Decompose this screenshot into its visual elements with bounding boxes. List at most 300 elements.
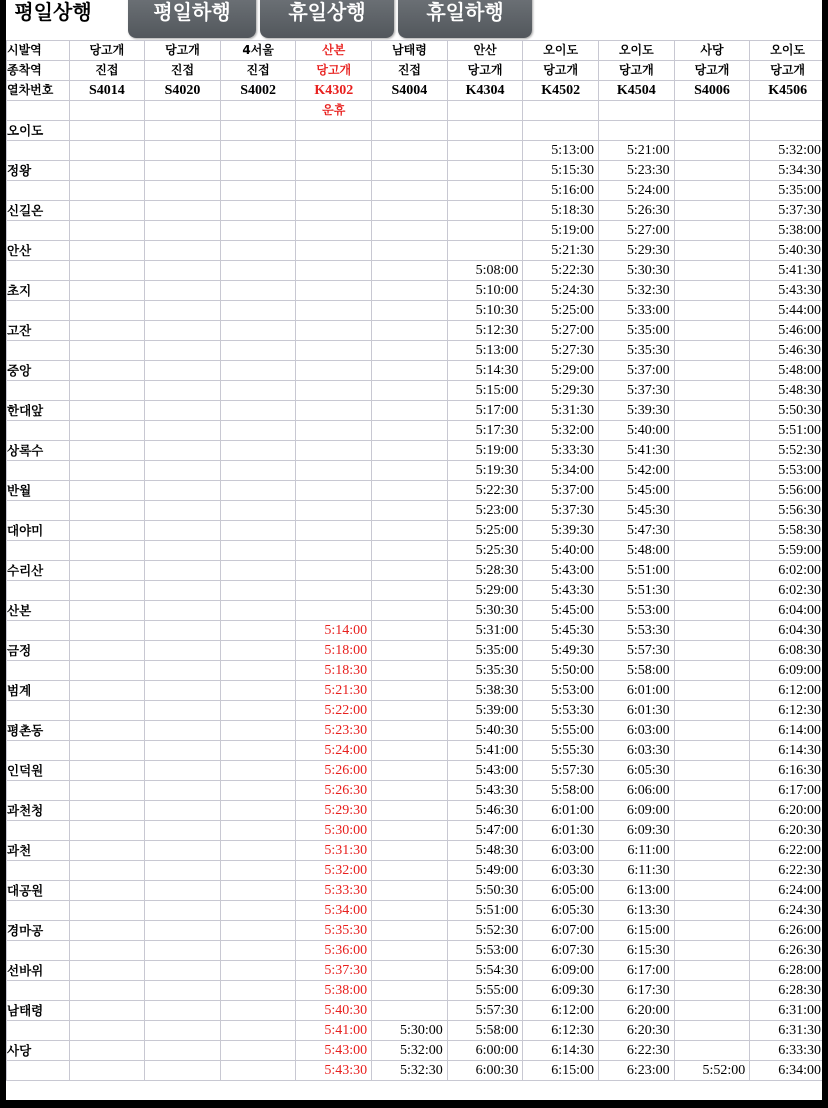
time-cell: 5:37:00 (599, 361, 675, 381)
time-cell (372, 581, 448, 601)
station-cell (7, 741, 70, 761)
time-cell (69, 261, 145, 281)
time-cell: 5:31:30 (523, 401, 599, 421)
table-row (7, 941, 823, 961)
time-cell: 6:09:30 (523, 981, 599, 1001)
time-cell: 5:29:30 (296, 801, 372, 821)
header-cell: S4014 (69, 81, 145, 101)
time-cell (145, 861, 221, 881)
tab-weekday-up[interactable] (6, 0, 114, 38)
time-cell: 6:09:00 (523, 961, 599, 981)
table-row (7, 521, 823, 541)
station-cell: 반월 (7, 481, 70, 501)
table-row (7, 801, 823, 821)
header-cell (220, 101, 296, 121)
time-cell: 5:30:30 (599, 261, 675, 281)
time-cell: 5:40:00 (523, 541, 599, 561)
header-cell: 남태령 (372, 41, 448, 61)
time-cell: 6:05:30 (523, 901, 599, 921)
time-cell (145, 581, 221, 601)
header-cell: K4506 (750, 81, 822, 101)
tab-label: 휴일하행 (426, 0, 504, 24)
time-cell (145, 1061, 221, 1081)
time-cell: 5:43:00 (523, 561, 599, 581)
time-cell (372, 161, 448, 181)
time-cell (220, 341, 296, 361)
header-row (7, 41, 823, 61)
time-cell (145, 541, 221, 561)
time-cell: 5:46:30 (447, 801, 523, 821)
time-cell (674, 141, 750, 161)
time-cell (220, 461, 296, 481)
time-cell: 6:05:00 (523, 881, 599, 901)
time-cell: 6:16:30 (750, 761, 822, 781)
time-cell: 5:40:30 (447, 721, 523, 741)
time-cell (674, 841, 750, 861)
table-row (7, 921, 823, 941)
time-cell (145, 341, 221, 361)
time-cell (145, 601, 221, 621)
time-cell: 6:00:00 (447, 1041, 523, 1061)
table-row (7, 701, 823, 721)
header-cell (372, 101, 448, 121)
time-cell (145, 261, 221, 281)
time-cell: 5:13:00 (523, 141, 599, 161)
time-cell (674, 941, 750, 961)
time-cell (145, 521, 221, 541)
time-cell: 5:35:00 (447, 641, 523, 661)
time-cell: 5:35:00 (599, 321, 675, 341)
time-cell (220, 1041, 296, 1061)
header-cell: 당고개 (750, 61, 822, 81)
header-cell: 사당 (674, 41, 750, 61)
time-cell: 5:18:30 (523, 201, 599, 221)
time-cell (674, 501, 750, 521)
station-cell (7, 261, 70, 281)
time-cell (447, 241, 523, 261)
time-cell (674, 381, 750, 401)
time-cell (674, 581, 750, 601)
time-cell: 5:32:00 (372, 1041, 448, 1061)
time-cell (145, 221, 221, 241)
time-cell (674, 321, 750, 341)
time-cell (69, 401, 145, 421)
time-cell: 5:40:30 (750, 241, 822, 261)
time-cell (372, 821, 448, 841)
time-cell: 5:17:30 (447, 421, 523, 441)
station-cell: 대야미 (7, 521, 70, 541)
time-cell (296, 281, 372, 301)
time-cell: 5:29:00 (447, 581, 523, 601)
time-cell (372, 941, 448, 961)
time-cell (220, 641, 296, 661)
time-cell (69, 561, 145, 581)
table-row (7, 581, 823, 601)
timetable-body (7, 41, 823, 1081)
tab-weekday-down[interactable] (128, 0, 256, 38)
tab-holiday-up[interactable] (260, 0, 394, 38)
time-cell: 5:57:30 (523, 761, 599, 781)
time-cell (674, 461, 750, 481)
time-cell (372, 801, 448, 821)
time-cell: 6:02:00 (750, 561, 822, 581)
time-cell: 6:01:30 (523, 821, 599, 841)
time-cell (220, 761, 296, 781)
time-cell (372, 681, 448, 701)
time-cell (447, 221, 523, 241)
time-cell (372, 221, 448, 241)
station-cell: 정왕 (7, 161, 70, 181)
time-cell: 5:43:00 (447, 761, 523, 781)
time-cell (674, 641, 750, 661)
time-cell (69, 181, 145, 201)
header-cell: K4302 (296, 81, 372, 101)
time-cell: 5:37:30 (750, 201, 822, 221)
time-cell: 5:53:00 (599, 601, 675, 621)
time-cell: 6:09:00 (750, 661, 822, 681)
station-cell: 사당 (7, 1041, 70, 1061)
time-cell (69, 1001, 145, 1021)
station-cell (7, 301, 70, 321)
table-row (7, 781, 823, 801)
time-cell (69, 501, 145, 521)
time-cell (372, 241, 448, 261)
time-cell (145, 441, 221, 461)
time-cell (69, 901, 145, 921)
time-cell (372, 181, 448, 201)
time-cell: 5:27:00 (523, 321, 599, 341)
time-cell (220, 881, 296, 901)
time-cell: 5:26:30 (599, 201, 675, 221)
table-row (7, 241, 823, 261)
header-cell (750, 101, 822, 121)
time-cell: 6:20:30 (750, 821, 822, 841)
time-cell (145, 481, 221, 501)
time-cell: 6:17:30 (599, 981, 675, 1001)
time-cell (69, 301, 145, 321)
header-cell: 오이도 (750, 41, 822, 61)
time-cell: 5:31:30 (296, 841, 372, 861)
time-cell (372, 141, 448, 161)
time-cell: 6:24:30 (750, 901, 822, 921)
time-cell: 5:26:30 (296, 781, 372, 801)
time-cell: 6:28:00 (750, 961, 822, 981)
header-cell (145, 101, 221, 121)
time-cell (69, 801, 145, 821)
time-cell: 6:09:00 (599, 801, 675, 821)
header-cell: 진접 (69, 61, 145, 81)
header-cell: 당고개 (523, 61, 599, 81)
time-cell: 5:32:30 (599, 281, 675, 301)
time-cell: 5:16:00 (523, 181, 599, 201)
time-cell (145, 561, 221, 581)
time-cell: 6:11:00 (599, 841, 675, 861)
station-cell (7, 701, 70, 721)
time-cell (296, 441, 372, 461)
time-cell (220, 841, 296, 861)
time-cell (145, 621, 221, 641)
station-cell: 오이도 (7, 121, 70, 141)
time-cell (69, 341, 145, 361)
time-cell: 5:38:00 (296, 981, 372, 1001)
time-cell (296, 221, 372, 241)
time-cell (296, 321, 372, 341)
time-cell: 5:55:30 (523, 741, 599, 761)
time-cell (674, 221, 750, 241)
station-cell (7, 661, 70, 681)
time-cell (69, 441, 145, 461)
time-cell (145, 701, 221, 721)
time-cell: 6:34:00 (750, 1061, 822, 1081)
time-cell (599, 121, 675, 141)
time-cell (69, 221, 145, 241)
time-cell: 6:20:00 (750, 801, 822, 821)
time-cell (674, 521, 750, 541)
time-cell: 5:14:30 (447, 361, 523, 381)
time-cell (447, 141, 523, 161)
tab-label: 평일하행 (153, 0, 231, 24)
station-cell (7, 621, 70, 641)
time-cell: 6:13:00 (599, 881, 675, 901)
time-cell (296, 421, 372, 441)
time-cell (372, 381, 448, 401)
time-cell: 5:43:30 (447, 781, 523, 801)
time-cell (674, 1041, 750, 1061)
time-cell: 5:19:00 (523, 221, 599, 241)
time-cell: 6:23:00 (599, 1061, 675, 1081)
time-cell (674, 621, 750, 641)
time-cell (372, 321, 448, 341)
time-cell (69, 881, 145, 901)
time-cell: 5:58:30 (750, 521, 822, 541)
time-cell: 5:14:00 (296, 621, 372, 641)
time-cell (296, 541, 372, 561)
time-cell (220, 281, 296, 301)
table-row (7, 1041, 823, 1061)
station-cell (7, 861, 70, 881)
time-cell (220, 721, 296, 741)
time-cell (145, 981, 221, 1001)
time-cell (674, 661, 750, 681)
time-cell (69, 361, 145, 381)
time-cell (674, 301, 750, 321)
station-cell: 평촌동 (7, 721, 70, 741)
station-cell: 인덕원 (7, 761, 70, 781)
station-cell (7, 541, 70, 561)
table-row (7, 381, 823, 401)
time-cell: 5:21:00 (599, 141, 675, 161)
time-cell (69, 581, 145, 601)
header-cell: 4서울 (220, 41, 296, 61)
time-cell: 6:08:30 (750, 641, 822, 661)
header-cell: 오이도 (523, 41, 599, 61)
station-cell: 금정 (7, 641, 70, 661)
time-cell (220, 621, 296, 641)
time-cell: 5:36:00 (296, 941, 372, 961)
time-cell: 5:46:00 (750, 321, 822, 341)
time-cell (69, 481, 145, 501)
time-cell: 5:44:00 (750, 301, 822, 321)
time-cell: 5:24:00 (599, 181, 675, 201)
time-cell: 5:45:30 (599, 501, 675, 521)
table-row (7, 121, 823, 141)
time-cell: 5:48:30 (750, 381, 822, 401)
time-cell: 5:56:00 (750, 481, 822, 501)
time-cell (69, 741, 145, 761)
time-cell (145, 281, 221, 301)
table-row (7, 181, 823, 201)
table-row (7, 501, 823, 521)
time-cell: 5:38:00 (750, 221, 822, 241)
table-row (7, 1061, 823, 1081)
time-cell: 6:20:00 (599, 1001, 675, 1021)
time-cell (372, 461, 448, 481)
time-cell (372, 261, 448, 281)
time-cell: 5:55:00 (523, 721, 599, 741)
header-label-cell: 종착역 (7, 61, 70, 81)
header-cell: 오이도 (599, 41, 675, 61)
time-cell (372, 721, 448, 741)
station-cell: 중앙 (7, 361, 70, 381)
time-cell: 5:12:30 (447, 321, 523, 341)
time-cell: 5:23:30 (296, 721, 372, 741)
time-cell (674, 181, 750, 201)
time-cell: 5:55:00 (447, 981, 523, 1001)
time-cell: 5:30:00 (296, 821, 372, 841)
time-cell (296, 241, 372, 261)
header-cell: 당고개 (296, 61, 372, 81)
time-cell: 5:33:30 (523, 441, 599, 461)
time-cell (220, 121, 296, 141)
time-cell: 5:21:30 (523, 241, 599, 261)
time-cell (220, 961, 296, 981)
time-cell: 5:41:30 (750, 261, 822, 281)
time-cell: 5:51:00 (750, 421, 822, 441)
time-cell (674, 561, 750, 581)
time-cell (145, 821, 221, 841)
time-cell: 5:41:30 (599, 441, 675, 461)
time-cell (372, 601, 448, 621)
time-cell: 5:39:00 (447, 701, 523, 721)
tab-holiday-down[interactable] (398, 0, 532, 38)
header-cell (599, 101, 675, 121)
time-cell: 5:28:30 (447, 561, 523, 581)
time-cell: 5:58:00 (523, 781, 599, 801)
time-cell: 5:32:00 (296, 861, 372, 881)
station-cell (7, 941, 70, 961)
time-cell (372, 401, 448, 421)
time-cell: 6:22:00 (750, 841, 822, 861)
header-cell: 당고개 (447, 61, 523, 81)
time-cell: 6:14:30 (750, 741, 822, 761)
time-cell (296, 181, 372, 201)
table-row (7, 601, 823, 621)
time-cell: 6:33:30 (750, 1041, 822, 1061)
time-cell (674, 1021, 750, 1041)
time-cell (145, 161, 221, 181)
time-cell: 6:01:30 (599, 701, 675, 721)
time-cell: 5:37:00 (523, 481, 599, 501)
time-cell (220, 241, 296, 261)
time-cell: 5:52:00 (674, 1061, 750, 1081)
time-cell: 5:15:30 (523, 161, 599, 181)
station-cell: 초지 (7, 281, 70, 301)
time-cell (372, 881, 448, 901)
time-cell (674, 201, 750, 221)
time-cell (296, 401, 372, 421)
time-cell (220, 141, 296, 161)
time-cell (296, 461, 372, 481)
header-cell (447, 101, 523, 121)
time-cell: 6:31:30 (750, 1021, 822, 1041)
time-cell (296, 361, 372, 381)
table-row (7, 641, 823, 661)
time-cell: 5:51:00 (599, 561, 675, 581)
time-cell (220, 361, 296, 381)
time-cell: 5:59:00 (750, 541, 822, 561)
time-cell (372, 561, 448, 581)
time-cell (220, 161, 296, 181)
time-cell: 5:19:30 (447, 461, 523, 481)
table-row (7, 461, 823, 481)
header-cell: K4504 (599, 81, 675, 101)
time-cell: 5:52:30 (447, 921, 523, 941)
station-cell (7, 1021, 70, 1041)
time-cell (674, 881, 750, 901)
time-cell: 5:57:30 (447, 1001, 523, 1021)
table-row (7, 361, 823, 381)
time-cell (145, 841, 221, 861)
time-cell: 5:08:00 (447, 261, 523, 281)
time-cell (69, 421, 145, 441)
time-cell: 5:18:00 (296, 641, 372, 661)
time-cell (296, 601, 372, 621)
time-cell (220, 501, 296, 521)
header-cell (523, 101, 599, 121)
time-cell (145, 921, 221, 941)
table-row (7, 981, 823, 1001)
time-cell (674, 981, 750, 1001)
table-row (7, 541, 823, 561)
header-row (7, 61, 823, 81)
time-cell (145, 901, 221, 921)
time-cell (220, 921, 296, 941)
time-cell: 6:26:00 (750, 921, 822, 941)
time-cell (145, 681, 221, 701)
table-row (7, 761, 823, 781)
time-cell (145, 121, 221, 141)
time-cell (296, 201, 372, 221)
time-cell (69, 1061, 145, 1081)
time-cell: 5:53:30 (523, 701, 599, 721)
time-cell (145, 1041, 221, 1061)
table-row (7, 721, 823, 741)
tab-label: 평일상행 (14, 0, 92, 24)
time-cell (69, 381, 145, 401)
table-row (7, 821, 823, 841)
time-cell: 6:05:30 (599, 761, 675, 781)
time-cell: 5:40:30 (296, 1001, 372, 1021)
header-cell: 당고개 (69, 41, 145, 61)
time-cell (220, 181, 296, 201)
time-cell: 5:52:30 (750, 441, 822, 461)
time-cell (296, 501, 372, 521)
station-cell: 과천 (7, 841, 70, 861)
time-cell: 6:03:00 (523, 841, 599, 861)
time-cell: 5:18:30 (296, 661, 372, 681)
timetable-frame (6, 0, 822, 1100)
header-cell: 진접 (145, 61, 221, 81)
